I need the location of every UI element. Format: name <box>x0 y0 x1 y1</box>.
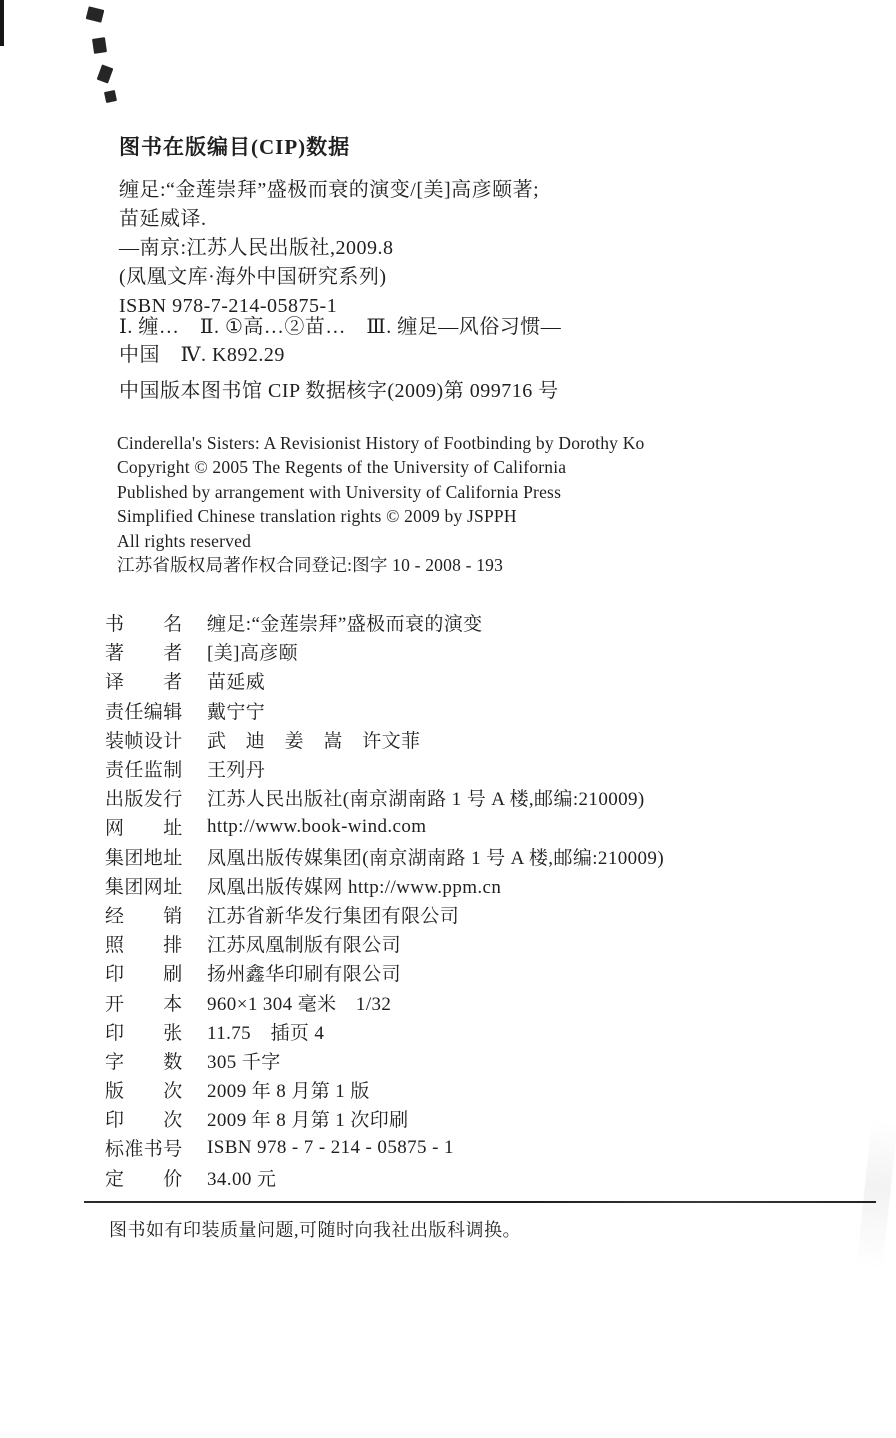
colophon-row-label: 责任编辑 <box>105 701 183 723</box>
colophon-row-label: 定 价 <box>105 1168 183 1190</box>
colophon-row-value: [美]高彦颐 <box>207 643 299 665</box>
cip-header: 图书在版编目(CIP)数据 <box>119 135 351 159</box>
colophon-row <box>105 754 664 783</box>
copyright-line: All rights reserved <box>117 530 252 551</box>
divider-rule <box>84 1201 876 1203</box>
colophon-row-label: 网 址 <box>105 818 183 840</box>
colophon-row-value: 凤凰出版传媒网 http://www.ppm.cn <box>207 876 502 898</box>
cip-classification-line: Ⅰ. 缠… Ⅱ. ①高…②苗… Ⅲ. 缠足—风俗习惯— <box>119 316 562 338</box>
colophon-row-label: 译 者 <box>105 672 183 694</box>
cip-classification-line: 中国 Ⅳ. K892.29 <box>119 344 285 366</box>
copyright-block <box>117 431 645 577</box>
colophon-table <box>105 608 664 1192</box>
cip-block-line: (凤凰文库·海外中国研究系列) <box>119 266 387 288</box>
colophon-row-value: 缠足:“金莲崇拜”盛极而衰的演变 <box>207 614 483 636</box>
colophon-row <box>105 987 664 1016</box>
colophon-row-value: ISBN 978 - 7 - 214 - 05875 - 1 <box>207 1136 454 1158</box>
colophon-row-value: 2009 年 8 月第 1 次印刷 <box>207 1110 409 1132</box>
colophon-row <box>105 1163 664 1192</box>
cip-registration-number: 中国版本图书馆 CIP 数据核字(2009)第 099716 号 <box>119 380 559 402</box>
cip-bibliographic-block <box>119 176 539 321</box>
colophon-row-label: 书 名 <box>105 614 183 636</box>
scan-artifact <box>86 6 105 22</box>
cip-block-line: 缠足:“金莲崇拜”盛极而衰的演变/[美]高彦颐著; <box>119 179 540 201</box>
colophon-row-value: 江苏凤凰制版有限公司 <box>207 935 402 957</box>
colophon-row <box>105 900 664 929</box>
colophon-row-label: 经 销 <box>105 905 183 927</box>
colophon-row-label: 印 次 <box>105 1110 183 1132</box>
colophon-row-label: 出版发行 <box>105 789 183 811</box>
colophon-row-label: 印 张 <box>105 1022 183 1044</box>
colophon-row <box>105 637 664 666</box>
cip-classification <box>119 313 561 369</box>
colophon-row <box>105 1104 664 1133</box>
scan-edge-artifact <box>0 0 4 46</box>
copyright-line: Published by arrangement with University of California Press <box>117 481 562 502</box>
colophon-row <box>105 608 664 637</box>
colophon-row-value: 王列丹 <box>207 760 266 782</box>
colophon-row <box>105 842 664 871</box>
colophon-row-value: 戴宁宁 <box>207 701 266 723</box>
colophon-row-value: 江苏省新华发行集团有限公司 <box>207 905 460 927</box>
colophon-row-label: 装帧设计 <box>105 730 183 752</box>
colophon-row <box>105 666 664 695</box>
colophon-row-label: 集团网址 <box>105 876 183 898</box>
colophon-row-label: 版 次 <box>105 1081 183 1103</box>
colophon-row-value: 苗延威 <box>207 672 266 694</box>
colophon-row <box>105 929 664 958</box>
colophon-row-value: http://www.book-wind.com <box>207 815 427 837</box>
colophon-row-value: 960×1 304 毫米 1/32 <box>207 993 392 1015</box>
colophon-row-value: 34.00 元 <box>207 1168 277 1190</box>
colophon-row <box>105 871 664 900</box>
colophon-row-value: 11.75 插页 4 <box>207 1022 325 1044</box>
cip-block-line: —南京:江苏人民出版社,2009.8 <box>119 237 394 259</box>
cip-block-line: ISBN 978-7-214-05875-1 <box>119 295 338 317</box>
colophon-row-value: 江苏人民出版社(南京湖南路 1 号 A 楼,邮编:210009) <box>207 789 645 811</box>
copyright-line: 江苏省版权局著作权合同登记:图字 10 - 2008 - 193 <box>117 555 504 576</box>
copyright-line: Cinderella's Sisters: A Revisionist History of Footbinding by Dorothy Ko <box>117 433 645 453</box>
footer-note: 图书如有印装质量问题,可随时向我社出版科调换。 <box>109 1220 521 1240</box>
colophon-row <box>105 958 664 987</box>
scan-smudge-artifact <box>856 1119 896 1271</box>
colophon-row <box>105 725 664 754</box>
colophon-row-label: 集团地址 <box>105 847 183 869</box>
copyright-line: Copyright © 2005 The Regents of the University of California <box>117 457 567 478</box>
colophon-row-label: 著 者 <box>105 643 183 665</box>
colophon-row-value: 凤凰出版传媒集团(南京湖南路 1 号 A 楼,邮编:210009) <box>207 847 665 869</box>
colophon-row-value: 扬州鑫华印刷有限公司 <box>207 964 402 986</box>
scan-artifact <box>92 37 107 54</box>
colophon-row-label: 字 数 <box>105 1051 183 1073</box>
colophon-row <box>105 812 664 841</box>
colophon-row <box>105 696 664 725</box>
scan-artifact <box>97 64 114 83</box>
colophon-row-value: 2009 年 8 月第 1 版 <box>207 1081 370 1103</box>
scan-artifact <box>104 90 117 103</box>
colophon-row <box>105 1075 664 1104</box>
colophon-row <box>105 1017 664 1046</box>
colophon-row-label: 照 排 <box>105 935 183 957</box>
colophon-row-label: 开 本 <box>105 993 183 1015</box>
colophon-row <box>105 1046 664 1075</box>
colophon-row <box>105 1133 664 1162</box>
cip-block-line: 苗延威译. <box>119 208 207 230</box>
colophon-row-value: 305 千字 <box>207 1051 281 1073</box>
colophon-row-value: 武 迪 姜 嵩 许文菲 <box>207 730 421 752</box>
colophon-row-label: 印 刷 <box>105 964 183 986</box>
colophon-row-label: 责任监制 <box>105 760 183 782</box>
copyright-line: Simplified Chinese translation rights © 2009 by JSPPH <box>117 506 517 527</box>
colophon-row-label: 标准书号 <box>105 1139 183 1161</box>
colophon-row <box>105 783 664 812</box>
